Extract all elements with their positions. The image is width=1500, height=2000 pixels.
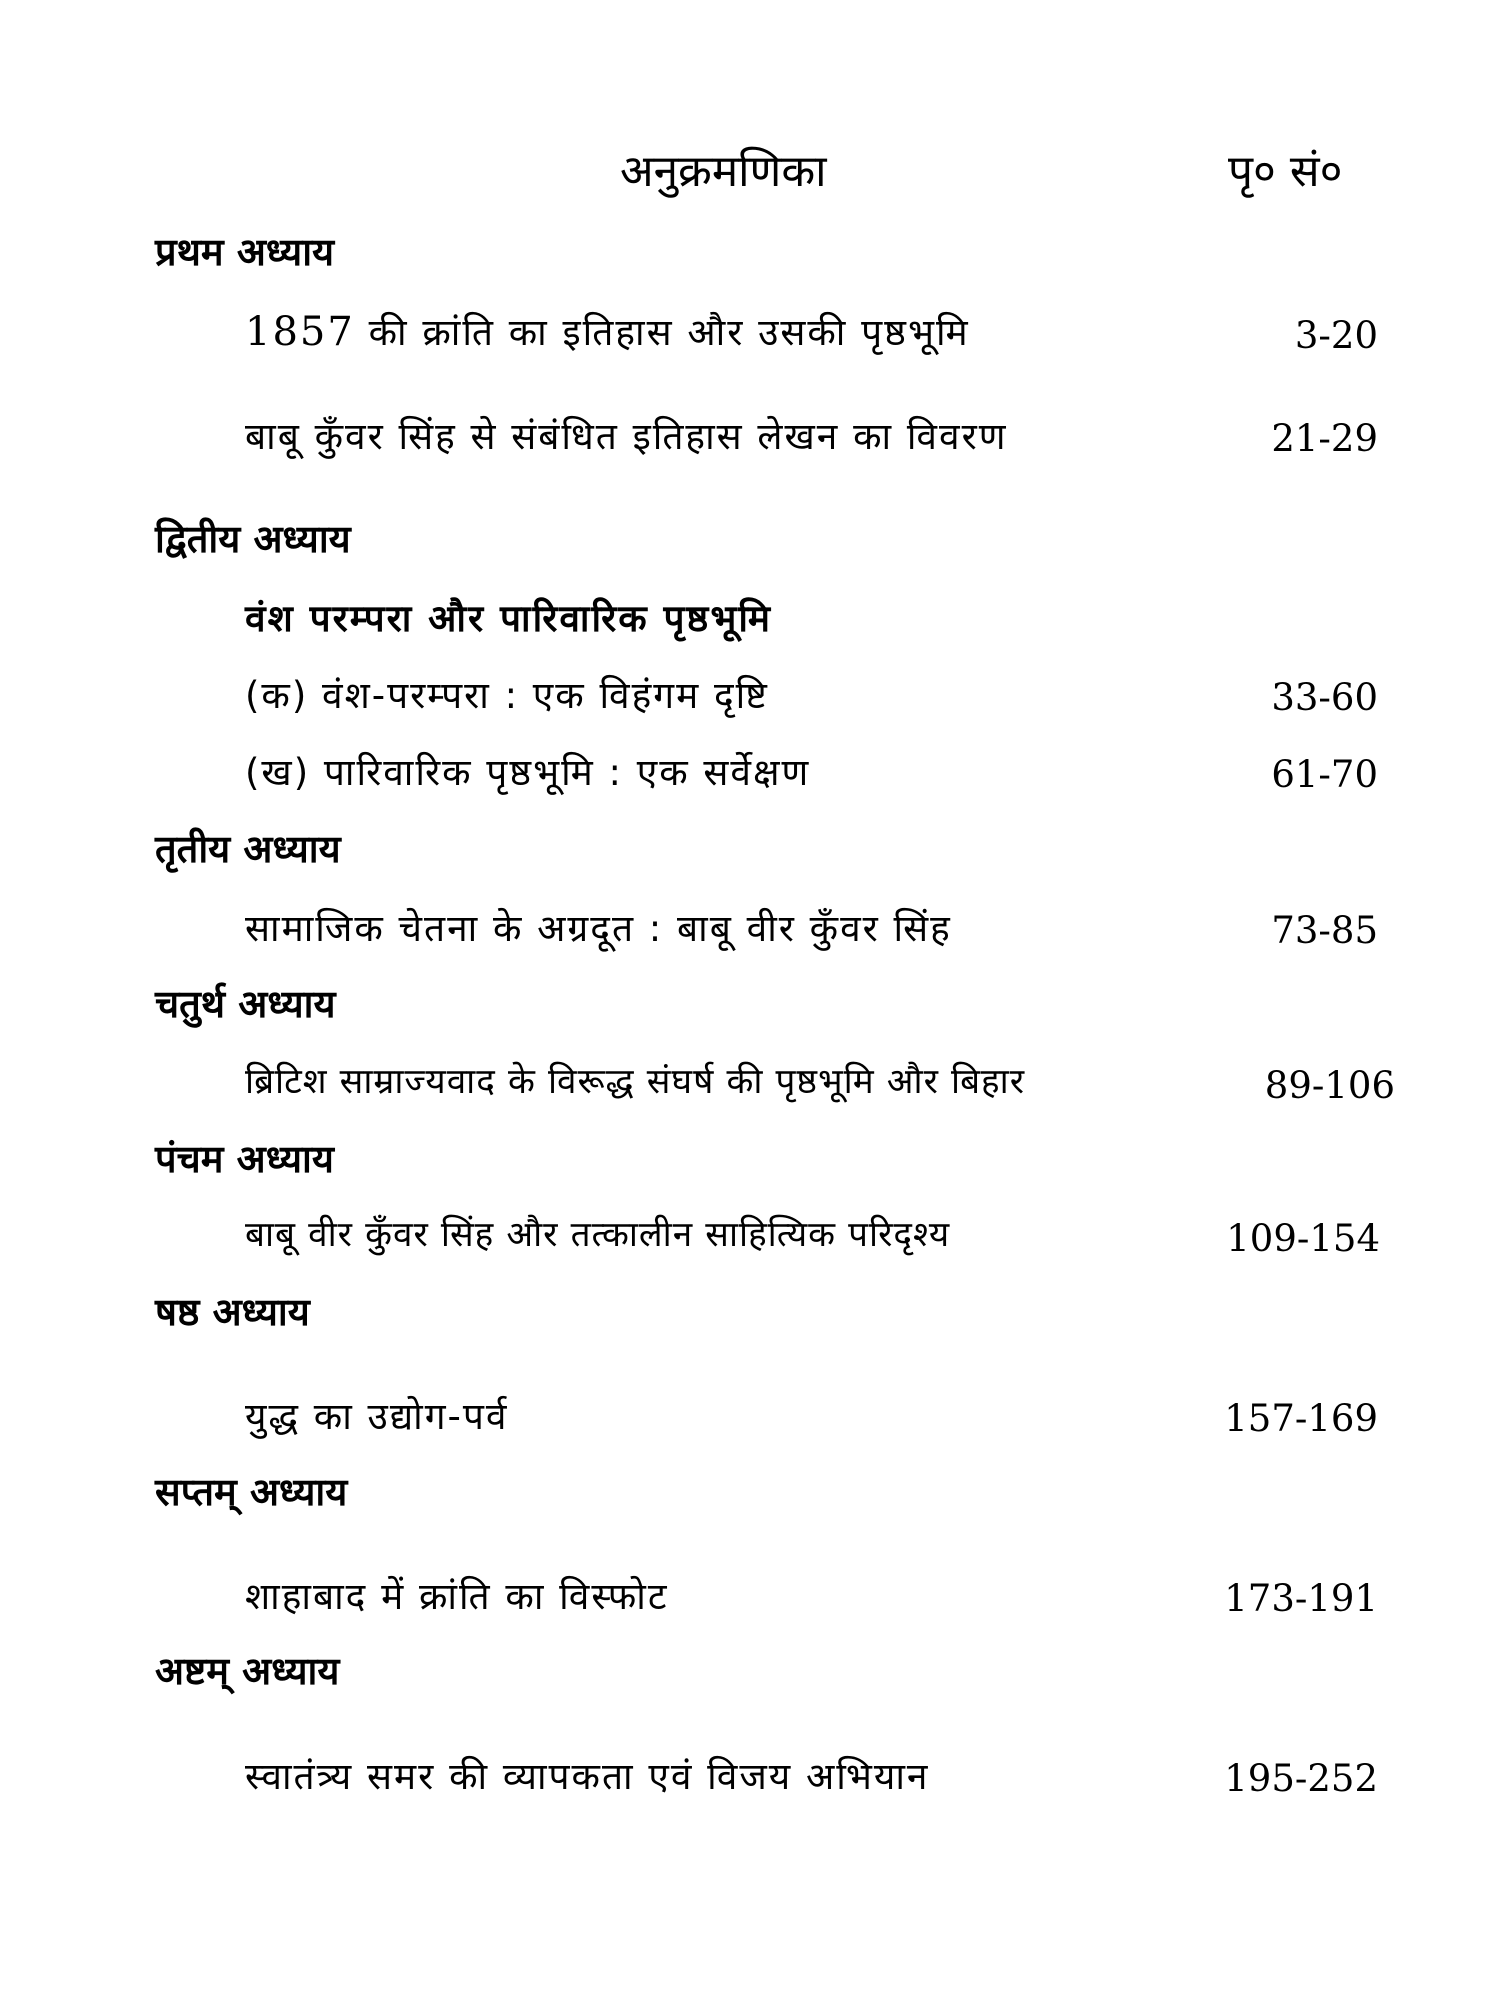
entry-pages: 195-252 <box>1224 1757 1378 1800</box>
entry-pages: 73-85 <box>1271 909 1378 952</box>
page-number-column-heading: पृ० सं० <box>1228 146 1343 197</box>
chapter-heading: अष्टम् अध्याय <box>155 1649 340 1693</box>
entry-pages: 3-20 <box>1294 314 1378 357</box>
toc-entry[interactable]: सामाजिक चेतना के अग्रदूत : बाबू वीर कुँवर सिंह <box>245 907 952 950</box>
entry-pages: 89-106 <box>1264 1064 1395 1107</box>
chapter-heading: पंचम अध्याय <box>155 1137 334 1181</box>
entry-text: की क्रांति का इतिहास और उसकी पृष्ठभूमि <box>368 311 970 354</box>
toc-entry[interactable]: शाहाबाद में क्रांति का विस्फोट <box>245 1575 669 1618</box>
toc-entry[interactable]: स्वातंत्र्य समर की व्यापकता एवं विजय अभियान <box>245 1755 930 1798</box>
chapter-heading: तृतीय अध्याय <box>155 827 341 871</box>
toc-entry[interactable]: (ख) पारिवारिक पृष्ठभूमि : एक सर्वेक्षण <box>245 751 811 794</box>
toc-entry[interactable]: युद्ध का उद्योग-पर्व <box>245 1395 509 1438</box>
entry-pages: 21-29 <box>1271 417 1378 460</box>
toc-entry[interactable] <box>245 309 970 355</box>
entry-pages: 109-154 <box>1226 1217 1380 1260</box>
page-title: अनुक्रमणिका <box>620 146 827 197</box>
chapter-heading: षष्ठ अध्याय <box>155 1290 310 1334</box>
entry-pages: 33-60 <box>1271 676 1378 719</box>
toc-entry[interactable]: बाबू वीर कुँवर सिंह और तत्कालीन साहित्यिक परिदृश्य <box>245 1215 951 1255</box>
toc-entry[interactable]: ब्रिटिश साम्राज्यवाद के विरूद्ध संघर्ष की पृष्ठभूमि और बिहार <box>245 1062 1026 1102</box>
toc-entry[interactable]: बाबू कुँवर सिंह से संबंधित इतिहास लेखन का विवरण <box>245 415 1008 458</box>
entry-pages: 157-169 <box>1224 1397 1378 1440</box>
entry-pages: 173-191 <box>1224 1577 1378 1620</box>
chapter-heading: चतुर्थ अध्याय <box>155 982 336 1026</box>
chapter-heading: सप्तम् अध्याय <box>155 1470 348 1514</box>
chapter-heading: प्रथम अध्याय <box>155 230 335 274</box>
chapter-subtitle: वंश परम्परा और पारिवारिक पृष्ठभूमि <box>245 597 773 640</box>
entry-year: 1857 <box>245 309 355 355</box>
toc-entry[interactable]: (क) वंश-परम्परा : एक विहंगम दृष्टि <box>245 674 769 717</box>
entry-pages: 61-70 <box>1271 753 1378 796</box>
chapter-heading: द्वितीय अध्याय <box>155 517 351 561</box>
